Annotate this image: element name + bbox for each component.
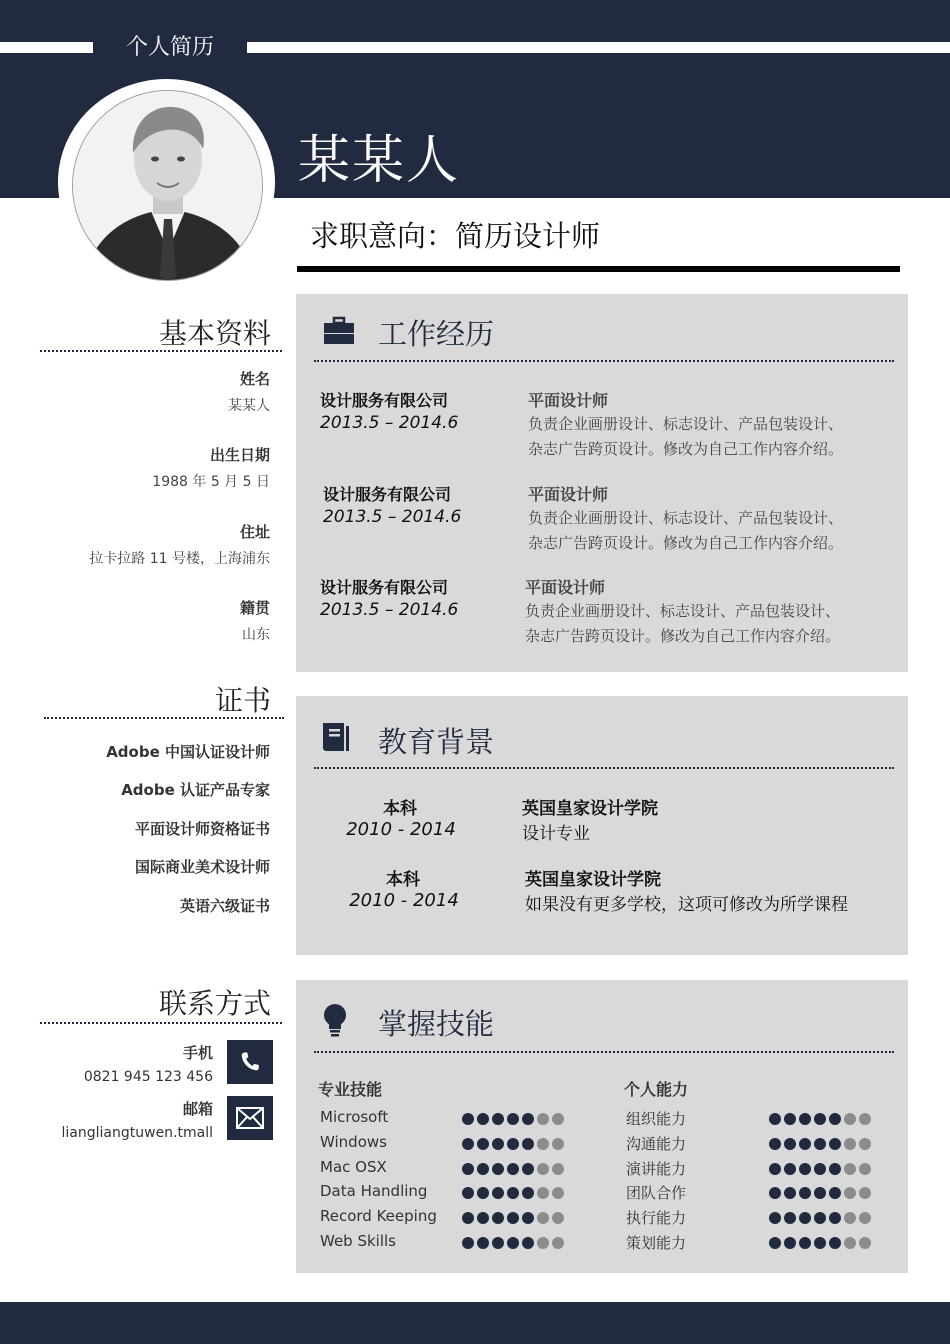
- rating-dot-filled: [769, 1113, 781, 1125]
- skill-name: Windows: [320, 1133, 387, 1151]
- certificate-item: 平面设计师资格证书: [134, 820, 270, 838]
- profile-photo: [72, 90, 263, 281]
- certificate-item: 英语六级证书: [179, 897, 270, 915]
- rating-dot-filled: [799, 1113, 811, 1125]
- certificates-rule: [44, 717, 284, 719]
- rating-dot-filled: [814, 1138, 826, 1150]
- rating-dot-filled: [522, 1187, 534, 1199]
- education-panel: [296, 696, 908, 955]
- rating-dot-filled: [769, 1187, 781, 1199]
- rating-dot-empty: [552, 1113, 564, 1125]
- skill-name: 演讲能力: [626, 1160, 687, 1178]
- rating-dot-filled: [522, 1163, 534, 1175]
- rating-dot-empty: [844, 1237, 856, 1249]
- rating-dot-filled: [492, 1237, 504, 1249]
- rating-dot-filled: [769, 1138, 781, 1150]
- job-description: [528, 412, 868, 462]
- rating-dot-empty: [552, 1138, 564, 1150]
- rating-dot-filled: [769, 1212, 781, 1224]
- education-detail: 设计专业: [522, 824, 590, 844]
- job-description-line: 负责企业画册设计、标志设计、产品包装设计、: [528, 509, 844, 527]
- rating-dot-filled: [477, 1237, 489, 1249]
- rating-dot-filled: [507, 1212, 519, 1224]
- objective-rule: [297, 266, 900, 272]
- skill-name: 沟通能力: [626, 1135, 687, 1153]
- rating-dot-filled: [492, 1187, 504, 1199]
- rating-dot-filled: [829, 1237, 841, 1249]
- skill-rating: [462, 1237, 564, 1249]
- rating-dot-empty: [552, 1212, 564, 1224]
- rating-dot-empty: [844, 1163, 856, 1175]
- rating-dot-filled: [492, 1113, 504, 1125]
- skill-rating: [462, 1187, 564, 1199]
- rating-dot-filled: [492, 1138, 504, 1150]
- skills-panel: [296, 980, 908, 1273]
- job-description-line: 负责企业画册设计、标志设计、产品包装设计、: [528, 415, 844, 433]
- rating-dot-filled: [507, 1163, 519, 1175]
- job-position: 平面设计师: [525, 578, 606, 597]
- skill-rating: [462, 1138, 564, 1150]
- job-date: 2013.5 – 2014.6: [320, 600, 459, 620]
- rating-dot-filled: [462, 1187, 474, 1199]
- rating-dot-filled: [522, 1212, 534, 1224]
- certificate-item: Adobe 中国认证设计师: [106, 743, 270, 761]
- job-description: [528, 506, 868, 556]
- rating-dot-filled: [799, 1163, 811, 1175]
- envelope-icon: [227, 1096, 273, 1140]
- skills-title: 掌握技能: [378, 1007, 495, 1041]
- rating-dot-filled: [784, 1237, 796, 1249]
- work-experience-title: 工作经历: [378, 317, 495, 351]
- certificate-item: 国际商业美术设计师: [134, 858, 270, 876]
- birthdate-label: 出生日期: [209, 446, 270, 464]
- personal-skills-heading: 个人能力: [624, 1080, 689, 1099]
- rating-dot-filled: [507, 1187, 519, 1199]
- address-value: 拉卡拉路 11 号楼，上海浦东: [89, 551, 270, 567]
- job-company: 设计服务有限公司: [320, 578, 449, 597]
- birthdate-value: 1988 年 5 月 5 日: [152, 474, 270, 490]
- rating-dot-filled: [814, 1187, 826, 1199]
- rating-dot-filled: [477, 1113, 489, 1125]
- briefcase-icon: [322, 314, 356, 348]
- rating-dot-filled: [522, 1237, 534, 1249]
- rating-dot-filled: [814, 1113, 826, 1125]
- skill-rating: [462, 1113, 564, 1125]
- phone-icon: [227, 1040, 273, 1084]
- hometown-label: 籍贯: [239, 599, 270, 617]
- rating-dot-filled: [462, 1212, 474, 1224]
- rating-dot-filled: [477, 1212, 489, 1224]
- job-position: 平面设计师: [528, 391, 609, 410]
- rating-dot-empty: [844, 1187, 856, 1199]
- rating-dot-filled: [814, 1212, 826, 1224]
- work-experience-panel: [296, 294, 908, 672]
- rating-dot-empty: [552, 1163, 564, 1175]
- skill-name: Data Handling: [320, 1182, 428, 1200]
- skill-name: 策划能力: [626, 1234, 687, 1252]
- job-company: 设计服务有限公司: [320, 391, 449, 410]
- basic-info-rule: [40, 350, 282, 352]
- skill-name: 执行能力: [626, 1209, 687, 1227]
- rating-dot-empty: [537, 1163, 549, 1175]
- education-degree: 本科: [383, 799, 417, 819]
- rating-dot-filled: [477, 1187, 489, 1199]
- phone-label: 手机: [182, 1044, 213, 1062]
- rating-dot-empty: [859, 1138, 871, 1150]
- rating-dot-empty: [552, 1237, 564, 1249]
- skill-rating: [769, 1138, 871, 1150]
- job-objective: 求职意向：简历设计师: [310, 219, 601, 253]
- job-date: 2013.5 – 2014.6: [320, 413, 459, 433]
- rating-dot-empty: [844, 1113, 856, 1125]
- education-detail: 如果没有更多学校，这项可修改为所学课程: [525, 895, 848, 915]
- contact-heading: 联系方式: [158, 987, 271, 1020]
- rating-dot-empty: [844, 1212, 856, 1224]
- rating-dot-filled: [784, 1187, 796, 1199]
- rating-dot-empty: [859, 1187, 871, 1199]
- rating-dot-filled: [799, 1237, 811, 1249]
- rating-dot-filled: [829, 1212, 841, 1224]
- skill-name: Mac OSX: [320, 1158, 387, 1176]
- education-date: 2010 - 2014: [349, 890, 459, 911]
- job-description: [525, 599, 865, 649]
- rating-dot-filled: [769, 1163, 781, 1175]
- header-rule-right: [247, 42, 950, 53]
- rating-dot-filled: [462, 1138, 474, 1150]
- education-degree: 本科: [386, 870, 420, 890]
- email-value[interactable]: liangliangtuwen.tmall: [61, 1125, 213, 1141]
- rating-dot-empty: [537, 1212, 549, 1224]
- rating-dot-filled: [784, 1138, 796, 1150]
- skill-list: [296, 980, 908, 1273]
- education-title: 教育背景: [378, 725, 495, 759]
- rating-dot-empty: [859, 1237, 871, 1249]
- skill-rating: [462, 1163, 564, 1175]
- job-description-line: 杂志广告跨页设计。修改为自己工作内容介绍。: [528, 534, 844, 552]
- name-value: 某某人: [228, 398, 270, 414]
- skill-name: Record Keeping: [320, 1207, 437, 1225]
- rating-dot-filled: [784, 1163, 796, 1175]
- rating-dot-filled: [507, 1237, 519, 1249]
- rating-dot-empty: [859, 1163, 871, 1175]
- job-description-line: 杂志广告跨页设计。修改为自己工作内容介绍。: [528, 440, 844, 458]
- rating-dot-filled: [507, 1113, 519, 1125]
- address-label: 住址: [239, 523, 270, 541]
- rating-dot-filled: [799, 1187, 811, 1199]
- rating-dot-filled: [477, 1163, 489, 1175]
- rating-dot-empty: [859, 1212, 871, 1224]
- rating-dot-filled: [784, 1212, 796, 1224]
- name-label: 姓名: [239, 370, 270, 388]
- book-icon: [320, 720, 354, 754]
- skill-rating: [462, 1212, 564, 1224]
- rating-dot-filled: [799, 1138, 811, 1150]
- rating-dot-filled: [829, 1113, 841, 1125]
- basic-info-heading: 基本资料: [158, 317, 271, 350]
- certificates-heading: 证书: [214, 684, 271, 717]
- rating-dot-empty: [537, 1187, 549, 1199]
- education-date: 2010 - 2014: [346, 819, 456, 840]
- rating-dot-empty: [537, 1138, 549, 1150]
- skill-name: 团队合作: [626, 1184, 687, 1202]
- skill-rating: [769, 1163, 871, 1175]
- rating-dot-filled: [477, 1138, 489, 1150]
- phone-value[interactable]: 0821 945 123 456: [83, 1069, 213, 1085]
- rating-dot-empty: [537, 1237, 549, 1249]
- rating-dot-filled: [829, 1187, 841, 1199]
- rating-dot-filled: [769, 1237, 781, 1249]
- rating-dot-filled: [814, 1237, 826, 1249]
- rating-dot-filled: [814, 1163, 826, 1175]
- rating-dot-empty: [844, 1138, 856, 1150]
- work-experience-rule: [314, 360, 894, 362]
- rating-dot-filled: [799, 1212, 811, 1224]
- education-school: 英国皇家设计学院: [522, 799, 658, 819]
- contact-rule: [40, 1022, 282, 1024]
- job-position: 平面设计师: [528, 485, 609, 504]
- hometown-value: 山东: [242, 627, 270, 643]
- skill-rating: [769, 1187, 871, 1199]
- document-label: 个人简历: [125, 35, 214, 60]
- education-school: 英国皇家设计学院: [525, 870, 661, 890]
- skill-rating: [769, 1212, 871, 1224]
- candidate-name: 某某人: [298, 131, 461, 191]
- rating-dot-filled: [522, 1138, 534, 1150]
- rating-dot-filled: [507, 1138, 519, 1150]
- rating-dot-empty: [552, 1187, 564, 1199]
- rating-dot-filled: [829, 1163, 841, 1175]
- professional-skills-heading: 专业技能: [318, 1080, 383, 1099]
- rating-dot-filled: [462, 1237, 474, 1249]
- rating-dot-filled: [492, 1163, 504, 1175]
- footer-band: [0, 1302, 950, 1344]
- rating-dot-filled: [784, 1113, 796, 1125]
- job-description-line: 负责企业画册设计、标志设计、产品包装设计、: [525, 602, 841, 620]
- skill-name: 组织能力: [626, 1110, 687, 1128]
- certificate-item: Adobe 认证产品专家: [121, 781, 270, 799]
- skill-name: Web Skills: [320, 1232, 396, 1250]
- skill-rating: [769, 1237, 871, 1249]
- rating-dot-filled: [522, 1113, 534, 1125]
- rating-dot-empty: [859, 1113, 871, 1125]
- rating-dot-empty: [537, 1113, 549, 1125]
- rating-dot-filled: [462, 1113, 474, 1125]
- education-rule: [314, 767, 894, 769]
- header-rule-left: [0, 42, 93, 53]
- job-date: 2013.5 – 2014.6: [323, 507, 462, 527]
- skill-rating: [769, 1113, 871, 1125]
- rating-dot-filled: [829, 1138, 841, 1150]
- rating-dot-filled: [492, 1212, 504, 1224]
- skill-name: Microsoft: [320, 1108, 389, 1126]
- rating-dot-filled: [462, 1163, 474, 1175]
- job-company: 设计服务有限公司: [323, 485, 452, 504]
- job-description-line: 杂志广告跨页设计。修改为自己工作内容介绍。: [525, 627, 841, 645]
- email-label: 邮箱: [182, 1100, 213, 1118]
